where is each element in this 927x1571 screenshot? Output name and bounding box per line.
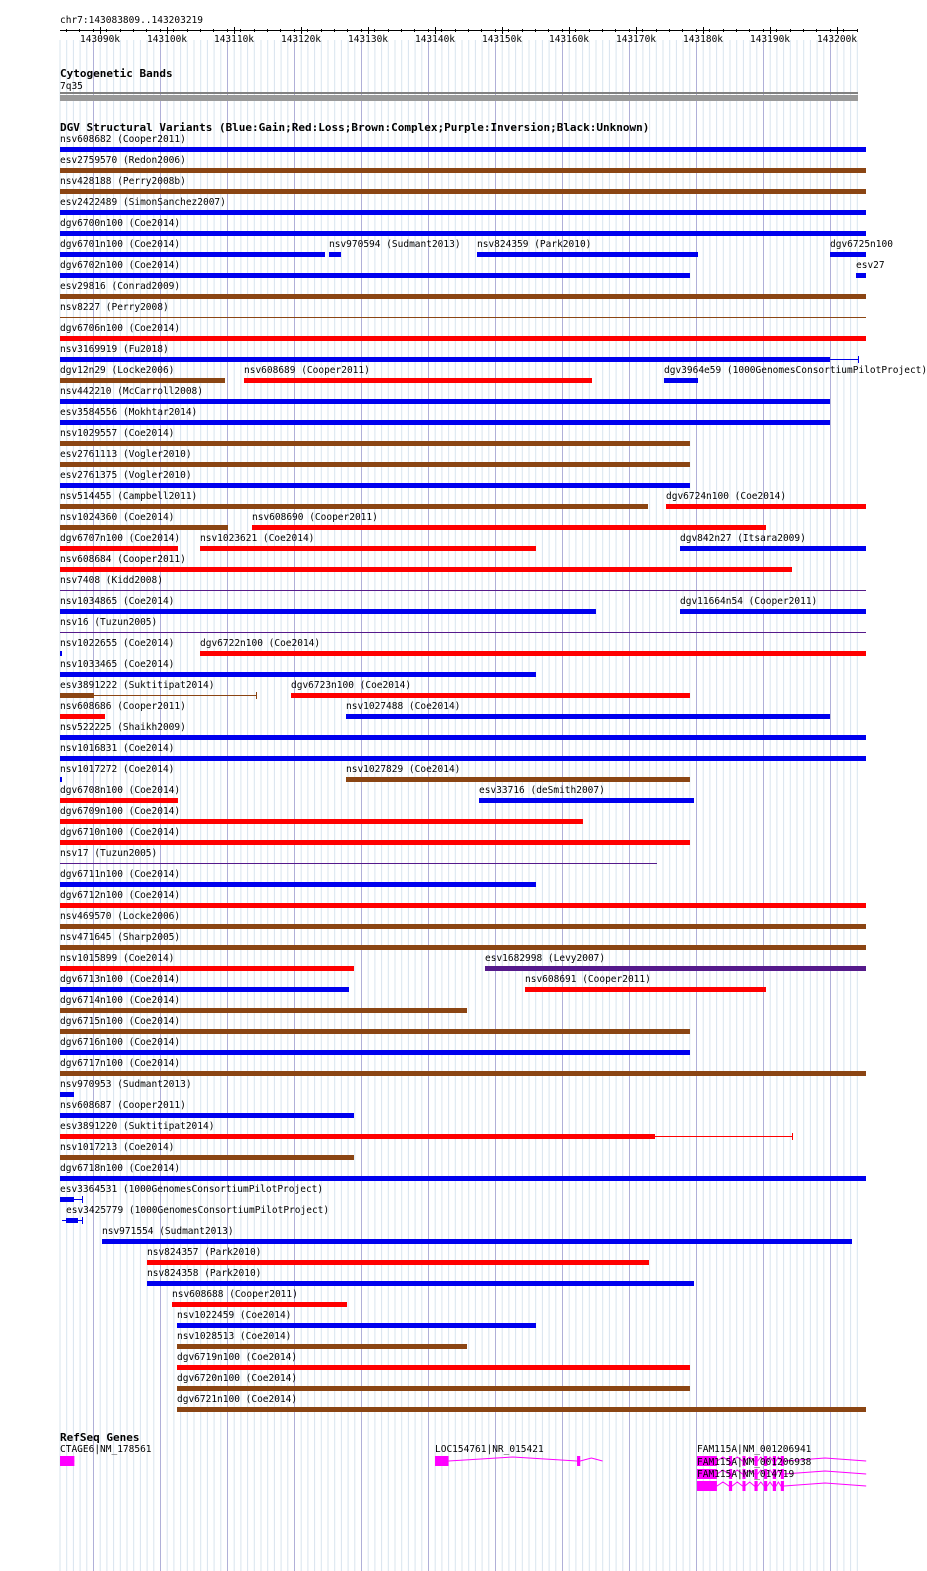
variant-label[interactable]: nsv608688 (Cooper2011) (172, 1289, 298, 1300)
variant-bar[interactable] (485, 966, 866, 971)
ruler-minor-tick (736, 29, 737, 32)
variant-bar[interactable] (346, 714, 830, 719)
ruler-tick-mark (770, 27, 771, 34)
ruler-tick-mark (703, 27, 704, 34)
variant-bar[interactable] (60, 1092, 74, 1097)
ruler-tick-mark (502, 27, 503, 34)
variant-bar[interactable] (60, 651, 62, 656)
variant-bar[interactable] (177, 1323, 536, 1328)
cytoband-bar[interactable] (60, 95, 858, 101)
variant-bar[interactable] (60, 714, 105, 719)
variant-label[interactable]: nsv608684 (Cooper2011) (60, 554, 186, 565)
variant-label[interactable]: dgv12n29 (Locke2006) (60, 365, 175, 376)
ruler-minor-tick (776, 29, 777, 32)
variant-label[interactable]: esv3584556 (Mokhtar2014) (60, 407, 198, 418)
variant-label[interactable]: nsv469570 (Locke2006) (60, 911, 181, 922)
variant-label[interactable]: nsv608687 (Cooper2011) (60, 1100, 186, 1111)
variant-label[interactable]: nsv1022655 (Coe2014) (60, 638, 175, 649)
ruler-minor-tick (187, 29, 188, 32)
variant-bar[interactable] (291, 693, 690, 698)
variant-bar[interactable] (60, 504, 648, 509)
variant-bar[interactable] (60, 210, 866, 215)
variant-bar[interactable] (200, 651, 866, 656)
ruler-minor-tick (267, 29, 268, 32)
variant-bar[interactable] (60, 1029, 690, 1034)
variant-label[interactable]: esv2761375 (Vogler2010) (60, 470, 192, 481)
variant-bar[interactable] (60, 863, 657, 864)
ruler-tick-label: 143110k (213, 34, 255, 45)
ruler-tick-mark (100, 27, 101, 34)
variant-label[interactable]: nsv824358 (Park2010) (147, 1268, 262, 1279)
ruler-minor-tick (79, 29, 80, 32)
gene-exon (435, 1456, 449, 1466)
variant-label[interactable]: dgv6713n100 (Coe2014) (60, 974, 181, 985)
gene-model[interactable] (697, 1481, 869, 1491)
ruler-minor-tick (495, 29, 496, 32)
variant-bar[interactable] (60, 966, 354, 971)
variant-label[interactable]: nsv7408 (Kidd2008) (60, 575, 163, 586)
variant-label[interactable]: nsv1016831 (Coe2014) (60, 743, 175, 754)
variant-label[interactable]: nsv3169919 (Fu2018) (60, 344, 169, 355)
variant-label[interactable]: nsv608689 (Cooper2011) (244, 365, 370, 376)
variant-bar[interactable] (60, 420, 830, 425)
variant-bar[interactable] (244, 378, 592, 383)
variant-label[interactable]: nsv1023621 (Coe2014) (200, 533, 315, 544)
ruler-tick-mark (435, 27, 436, 34)
variant-bar[interactable] (60, 1197, 74, 1202)
variant-bar[interactable] (830, 252, 866, 257)
cytoband-bar-top[interactable] (60, 92, 858, 94)
ruler-tick-label: 143180k (682, 34, 724, 45)
variant-bar[interactable] (60, 590, 866, 591)
variant-label[interactable]: nsv1029557 (Coe2014) (60, 428, 175, 439)
variant-label[interactable]: dgv3964e59 (1000GenomesConsortiumPilotProject) (664, 365, 927, 376)
ruler-minor-tick (133, 29, 134, 32)
ruler-tick-label: 143130k (347, 34, 389, 45)
ruler-minor-tick (857, 29, 858, 32)
gene-exon (764, 1481, 767, 1491)
variant-label[interactable]: nsv8227 (Perry2008) (60, 302, 169, 313)
gene-label[interactable]: FAM115A|NM_001206938 (697, 1456, 812, 1468)
gene-label[interactable]: FAM115A|NM_001206941 (697, 1444, 812, 1455)
variant-label[interactable]: nsv608682 (Cooper2011) (60, 134, 186, 145)
ruler-minor-tick (307, 29, 308, 32)
ruler-minor-tick (522, 29, 523, 32)
ruler-minor-tick (441, 29, 442, 32)
ruler-minor-tick (843, 29, 844, 32)
ruler-minor-tick (254, 29, 255, 32)
variant-bar[interactable] (477, 252, 698, 257)
variant-extent-line[interactable] (94, 695, 257, 696)
variant-bar[interactable] (60, 147, 866, 152)
variant-extent-line[interactable] (74, 1199, 82, 1200)
ruler-minor-tick (321, 29, 322, 32)
ruler-minor-tick (227, 29, 228, 32)
ruler-minor-tick (656, 29, 657, 32)
variant-extent-cap (792, 1133, 793, 1140)
variant-bar[interactable] (60, 273, 690, 278)
variant-label[interactable]: dgv6700n100 (Coe2014) (60, 218, 181, 229)
variant-label[interactable]: dgv6718n100 (Coe2014) (60, 1163, 181, 1174)
variant-bar[interactable] (60, 462, 690, 467)
variant-bar[interactable] (60, 189, 866, 194)
variant-label[interactable]: dgv6710n100 (Coe2014) (60, 827, 181, 838)
variant-bar[interactable] (60, 1008, 467, 1013)
variant-label[interactable]: dgv6712n100 (Coe2014) (60, 890, 181, 901)
ruler-tick-mark (636, 27, 637, 34)
variant-label[interactable]: nsv428188 (Perry2008b) (60, 176, 186, 187)
cytoband-label[interactable]: 7q35 (60, 81, 83, 92)
ruler-minor-tick (388, 29, 389, 32)
ruler-minor-tick (106, 29, 107, 32)
ruler-minor-tick (66, 29, 67, 32)
variant-bar[interactable] (102, 1239, 852, 1244)
variant-label[interactable]: dgv6721n100 (Coe2014) (177, 1394, 298, 1405)
variant-label[interactable]: nsv1027488 (Coe2014) (346, 701, 461, 712)
variant-bar[interactable] (60, 1176, 866, 1181)
variant-label[interactable]: esv2422489 (SimonSanchez2007) (60, 197, 226, 208)
variant-label[interactable]: dgv11664n54 (Cooper2011) (680, 596, 818, 607)
variant-bar[interactable] (60, 399, 830, 404)
variant-label[interactable]: esv27 (856, 260, 885, 271)
variant-bar[interactable] (147, 1260, 649, 1265)
variant-extent-line[interactable] (62, 1220, 66, 1221)
ruler-tick-mark (368, 27, 369, 34)
variant-bar[interactable] (60, 483, 690, 488)
variant-extent-cap (256, 692, 257, 699)
ruler-minor-tick (508, 29, 509, 32)
ruler-minor-tick (361, 29, 362, 32)
ruler-tick-label: 143140k (414, 34, 456, 45)
gene-model[interactable] (435, 1456, 605, 1466)
variant-label[interactable]: dgv6708n100 (Coe2014) (60, 785, 181, 796)
variant-label[interactable]: dgv6720n100 (Coe2014) (177, 1373, 298, 1384)
ruler-minor-tick (763, 29, 764, 32)
gene-exon (729, 1481, 732, 1491)
ruler-minor-tick (589, 29, 590, 32)
gene-exon (773, 1481, 776, 1491)
variant-bar[interactable] (60, 987, 349, 992)
variant-label[interactable]: nsv1017213 (Coe2014) (60, 1142, 175, 1153)
gene-exon (577, 1456, 580, 1466)
dgv-track-title[interactable]: DGV Structural Variants (Blue:Gain;Red:Loss;Brown:Complex;Purple:Inversion;Black:Unknown) (60, 121, 650, 134)
variant-extent-line[interactable] (830, 359, 858, 360)
variant-label[interactable]: nsv17 (Tuzun2005) (60, 848, 158, 859)
ruler-tick-label: 143190k (749, 34, 791, 45)
variant-label[interactable]: nsv970953 (Sudmant2013) (60, 1079, 192, 1090)
variant-label[interactable]: esv3891220 (Suktitipat2014) (60, 1121, 215, 1132)
ruler-minor-tick (374, 29, 375, 32)
variant-label[interactable]: dgv6706n100 (Coe2014) (60, 323, 181, 334)
variant-bar[interactable] (177, 1407, 866, 1412)
ruler-minor-tick (816, 29, 817, 32)
ruler-tick-mark (301, 27, 302, 34)
variant-bar[interactable] (60, 231, 866, 236)
variant-bar[interactable] (60, 441, 690, 446)
variant-label[interactable]: nsv1024360 (Coe2014) (60, 512, 175, 523)
ruler-minor-tick (830, 29, 831, 32)
ruler-minor-tick (548, 29, 549, 32)
ruler-minor-tick (642, 29, 643, 32)
variant-label[interactable]: nsv1015899 (Coe2014) (60, 953, 175, 964)
ruler-minor-tick (615, 29, 616, 32)
ruler-minor-tick (629, 29, 630, 32)
variant-label[interactable]: dgv6701n100 (Coe2014) (60, 239, 181, 250)
variant-label[interactable]: esv3891222 (Suktitipat2014) (60, 680, 215, 691)
variant-bar[interactable] (60, 819, 583, 824)
variant-label[interactable]: nsv824359 (Park2010) (477, 239, 592, 250)
variant-bar[interactable] (177, 1365, 690, 1370)
variant-label[interactable]: nsv971554 (Sudmant2013) (102, 1226, 234, 1237)
variant-bar[interactable] (60, 168, 866, 173)
variant-label[interactable]: dgv6722n100 (Coe2014) (200, 638, 321, 649)
variant-label[interactable]: nsv1033465 (Coe2014) (60, 659, 175, 670)
variant-bar[interactable] (60, 294, 866, 299)
gene-model[interactable] (60, 1456, 77, 1466)
variant-bar[interactable] (147, 1281, 694, 1286)
ruler-tick-label: 143160k (548, 34, 590, 45)
variant-label[interactable]: nsv824357 (Park2010) (147, 1247, 262, 1258)
ruler-axis (60, 30, 858, 31)
variant-label[interactable]: nsv471645 (Sharp2005) (60, 932, 181, 943)
variant-bar[interactable] (60, 336, 866, 341)
variant-bar[interactable] (60, 735, 866, 740)
ruler-minor-tick (481, 29, 482, 32)
variant-label[interactable]: dgv6711n100 (Coe2014) (60, 869, 181, 880)
variant-bar[interactable] (60, 945, 866, 950)
location-label: chr7:143083809..143203219 (60, 15, 203, 26)
variant-bar[interactable] (479, 798, 694, 803)
ruler-minor-tick (173, 29, 174, 32)
ruler-tick-label: 143100k (146, 34, 188, 45)
variant-bar[interactable] (680, 609, 866, 614)
variant-label[interactable]: nsv1022459 (Coe2014) (177, 1310, 292, 1321)
variant-label[interactable]: nsv1034865 (Coe2014) (60, 596, 175, 607)
variant-label[interactable]: nsv522225 (Shaikh2009) (60, 722, 186, 733)
gene-exon (742, 1481, 745, 1491)
variant-label[interactable]: esv33716 (deSmith2007) (479, 785, 605, 796)
variant-label[interactable]: dgv6716n100 (Coe2014) (60, 1037, 181, 1048)
variant-bar[interactable] (60, 840, 690, 845)
gene-exon (781, 1481, 784, 1491)
variant-bar[interactable] (525, 987, 766, 992)
variant-bar[interactable] (60, 1134, 655, 1139)
variant-extent-line[interactable] (655, 1136, 792, 1137)
ruler-tick-mark (837, 27, 838, 34)
cytoband-track-title[interactable]: Cytogenetic Bands (60, 67, 173, 80)
ruler-minor-tick (240, 29, 241, 32)
ruler-tick-label: 143150k (481, 34, 523, 45)
ruler-tick-label: 143170k (615, 34, 657, 45)
variant-bar[interactable] (172, 1302, 347, 1307)
variant-bar[interactable] (60, 1155, 354, 1160)
variant-label[interactable]: dgv842n27 (Itsara2009) (680, 533, 806, 544)
variant-label[interactable]: dgv6719n100 (Coe2014) (177, 1352, 298, 1363)
variant-bar[interactable] (177, 1386, 690, 1391)
variant-bar[interactable] (60, 546, 178, 551)
ruler-minor-tick (414, 29, 415, 32)
variant-label[interactable]: dgv6707n100 (Coe2014) (60, 533, 181, 544)
variant-bar[interactable] (60, 317, 866, 318)
variant-bar[interactable] (346, 777, 690, 782)
ruler-minor-tick (280, 29, 281, 32)
variant-extent-cap (82, 1217, 83, 1224)
ruler-minor-tick (709, 29, 710, 32)
variant-bar[interactable] (60, 798, 178, 803)
variant-label[interactable]: nsv1027829 (Coe2014) (346, 764, 461, 775)
variant-bar[interactable] (60, 777, 62, 782)
variant-bar[interactable] (60, 378, 225, 383)
variant-bar[interactable] (60, 1071, 866, 1076)
ruler-minor-tick (575, 29, 576, 32)
gene-exon (697, 1481, 717, 1491)
variant-label[interactable]: nsv514455 (Campbell2011) (60, 491, 198, 502)
variant-bar[interactable] (60, 609, 596, 614)
ruler-minor-tick (200, 29, 201, 32)
ruler-minor-tick (669, 29, 670, 32)
ruler-minor-tick (120, 29, 121, 32)
variant-bar[interactable] (200, 546, 536, 551)
ruler-minor-tick (682, 29, 683, 32)
variant-bar[interactable] (60, 357, 830, 362)
variant-bar[interactable] (856, 273, 866, 278)
variant-bar[interactable] (666, 504, 866, 509)
variant-bar[interactable] (177, 1344, 467, 1349)
ruler-minor-tick (749, 29, 750, 32)
variant-label[interactable]: dgv6714n100 (Coe2014) (60, 995, 181, 1006)
gene-label[interactable]: CTAGE6|NM_178561 (60, 1444, 152, 1455)
gene-label[interactable]: LOC154761|NR_015421 (435, 1444, 544, 1455)
ruler-minor-tick (535, 29, 536, 32)
ruler-minor-tick (790, 29, 791, 32)
ruler-minor-tick (93, 29, 94, 32)
variant-bar[interactable] (60, 693, 94, 698)
variant-label[interactable]: nsv970594 (Sudmant2013) (329, 239, 461, 250)
ruler-minor-tick (428, 29, 429, 32)
variant-bar[interactable] (66, 1218, 78, 1223)
variant-bar[interactable] (60, 1113, 354, 1118)
variant-bar[interactable] (60, 903, 866, 908)
variant-bar[interactable] (60, 882, 536, 887)
variant-label[interactable]: esv3425779 (1000GenomesConsortiumPilotProject) (66, 1205, 330, 1216)
variant-extent-cap (858, 356, 859, 363)
variant-label[interactable]: esv29816 (Conrad2009) (60, 281, 181, 292)
ruler-minor-tick (294, 29, 295, 32)
ruler-tick-mark (569, 27, 570, 34)
ruler-minor-tick (146, 29, 147, 32)
variant-extent-cap (82, 1196, 83, 1203)
ruler-minor-tick (455, 29, 456, 32)
variant-bar[interactable] (60, 1050, 690, 1055)
ruler-minor-tick (723, 29, 724, 32)
variant-label[interactable]: dgv6709n100 (Coe2014) (60, 806, 181, 817)
ruler-tick-label: 143090k (79, 34, 121, 45)
variant-bar[interactable] (60, 632, 866, 633)
variant-bar[interactable] (60, 252, 325, 257)
variant-bar[interactable] (60, 924, 866, 929)
variant-label[interactable]: dgv6717n100 (Coe2014) (60, 1058, 181, 1069)
variant-label[interactable]: nsv1028513 (Coe2014) (177, 1331, 292, 1342)
ruler-minor-tick (347, 29, 348, 32)
ruler-minor-tick (334, 29, 335, 32)
variant-label[interactable]: nsv442210 (McCarroll2008) (60, 386, 203, 397)
variant-label[interactable]: esv2761113 (Vogler2010) (60, 449, 192, 460)
variant-label[interactable]: nsv608686 (Cooper2011) (60, 701, 186, 712)
ruler-minor-tick (602, 29, 603, 32)
ruler-tick-label: 143200k (816, 34, 858, 45)
gene-exon (754, 1481, 757, 1491)
variant-label[interactable]: dgv6715n100 (Coe2014) (60, 1016, 181, 1027)
refseq-track-title[interactable]: RefSeq Genes (60, 1431, 140, 1444)
ruler-minor-tick (803, 29, 804, 32)
variant-bar[interactable] (252, 525, 766, 530)
ruler-minor-tick (562, 29, 563, 32)
ruler-minor-tick (468, 29, 469, 32)
variant-label[interactable]: esv1682998 (Levy2007) (485, 953, 606, 964)
ruler-tick-mark (234, 27, 235, 34)
variant-label[interactable]: dgv6723n100 (Coe2014) (291, 680, 412, 691)
variant-bar[interactable] (60, 756, 866, 761)
gene-label[interactable]: FAM115A|NM_014719 (697, 1469, 795, 1480)
variant-label[interactable]: nsv16 (Tuzun2005) (60, 617, 158, 628)
variant-bar[interactable] (664, 378, 698, 383)
variant-label[interactable]: nsv608691 (Cooper2011) (525, 974, 651, 985)
variant-label[interactable]: esv3364531 (1000GenomesConsortiumPilotProject) (60, 1184, 324, 1195)
variant-bar[interactable] (680, 546, 866, 551)
variant-bar[interactable] (60, 567, 792, 572)
ruler-tick-label: 143120k (280, 34, 322, 45)
ruler-minor-tick (401, 29, 402, 32)
variant-label[interactable]: dgv6724n100 (Coe2014) (666, 491, 787, 502)
variant-label[interactable]: nsv1017272 (Coe2014) (60, 764, 175, 775)
variant-label[interactable]: nsv608690 (Cooper2011) (252, 512, 378, 523)
variant-label[interactable]: dgv6725n100 (830, 239, 893, 250)
variant-label[interactable]: esv2759570 (Redon2006) (60, 155, 186, 166)
ruler-minor-tick (160, 29, 161, 32)
variant-bar[interactable] (60, 525, 228, 530)
ruler-tick-mark (167, 27, 168, 34)
variant-label[interactable]: dgv6702n100 (Coe2014) (60, 260, 181, 271)
variant-bar[interactable] (60, 672, 536, 677)
ruler-minor-tick (696, 29, 697, 32)
variant-bar[interactable] (329, 252, 341, 257)
gene-exon (60, 1456, 74, 1466)
ruler-minor-tick (213, 29, 214, 32)
